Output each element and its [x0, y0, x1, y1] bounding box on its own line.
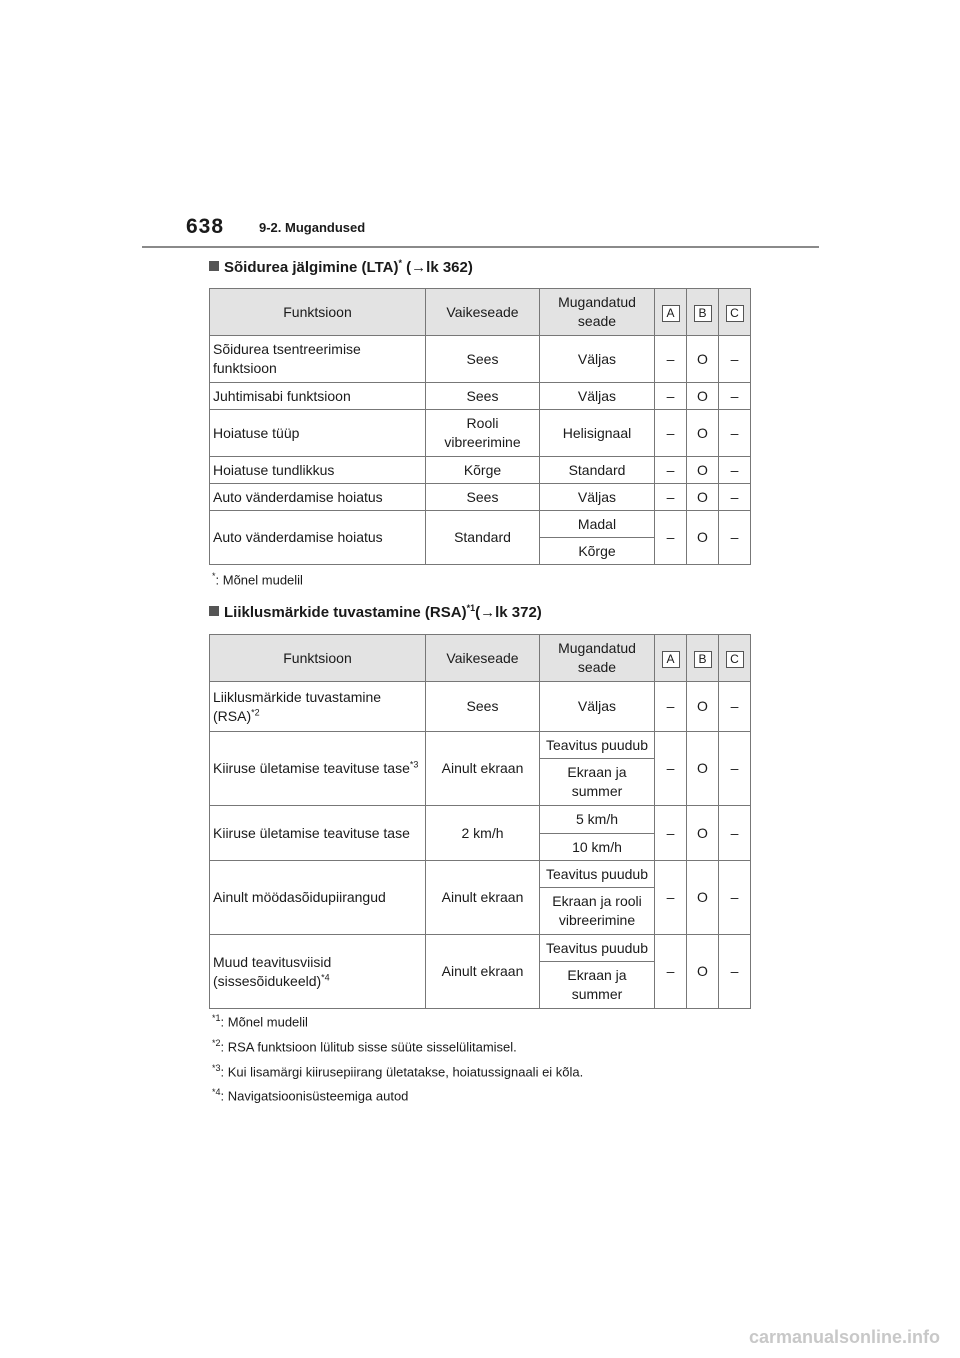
col-header-default: Vaikeseade: [426, 289, 540, 336]
default-cell: Sees: [426, 682, 540, 732]
section-title-lta: [209, 258, 473, 276]
col-header-function: Funktsioon: [210, 289, 426, 336]
c-cell: –: [719, 511, 751, 565]
option-cell: Teavitus puudub: [540, 732, 655, 759]
lta-settings-table: [209, 288, 751, 565]
letter-a-box: A: [662, 651, 680, 668]
option-cell: Väljas: [540, 484, 655, 511]
table-row: [210, 511, 751, 538]
section-title-footnote-mark: *: [398, 258, 402, 268]
section-title-footnote-mark: *1: [466, 603, 476, 613]
function-cell: Juhtimisabi funktsioon: [210, 383, 426, 410]
b-cell: O: [687, 682, 719, 732]
c-cell: –: [719, 410, 751, 457]
option-cell: Kõrge: [540, 538, 655, 565]
default-cell: Ainult ekraan: [426, 861, 540, 935]
col-header-custom: Mugandatud seade: [540, 635, 655, 682]
section-page-ref: (→lk 372): [475, 604, 542, 621]
function-cell: [210, 682, 426, 732]
footnote-mark: *4: [212, 1087, 221, 1097]
col-header-c: [719, 289, 751, 336]
rsa-settings-table: [209, 634, 751, 1009]
option-cell: Väljas: [540, 383, 655, 410]
table-row: [210, 935, 751, 962]
option-cell: Väljas: [540, 682, 655, 732]
footnote-text: : Mõnel mudelil: [220, 1014, 308, 1030]
footnote: [212, 1087, 408, 1103]
default-cell: Rooli vibreerimine: [426, 410, 540, 457]
footnote-text: : RSA funktsioon lülitub sisse süüte sisselülitamisel.: [220, 1039, 517, 1055]
section-title-text: Liiklusmärkide tuvastamine (RSA): [224, 604, 467, 621]
function-cell: Kiiruse ületamise teavituse tase: [210, 806, 426, 861]
function-cell: Ainult möödasõidupiirangud: [210, 861, 426, 935]
default-cell: Sees: [426, 336, 540, 383]
function-text: Liiklusmärkide tuvastamine (RSA): [213, 688, 382, 724]
function-cell: Hoiatuse tüüp: [210, 410, 426, 457]
footnote-mark: *2: [251, 706, 260, 717]
default-cell: Standard: [426, 511, 540, 565]
option-cell: Teavitus puudub: [540, 935, 655, 962]
c-cell: –: [719, 682, 751, 732]
letter-b-box: B: [694, 305, 712, 322]
b-cell: O: [687, 861, 719, 935]
a-cell: –: [655, 935, 687, 1009]
c-cell: –: [719, 861, 751, 935]
c-cell: –: [719, 484, 751, 511]
footnote-mark: *3: [409, 759, 419, 770]
default-cell: 2 km/h: [426, 806, 540, 861]
footnote-text: : Mõnel mudelil: [215, 572, 303, 588]
option-cell: Madal: [540, 511, 655, 538]
option-cell: 5 km/h: [540, 806, 655, 834]
a-cell: –: [655, 457, 687, 484]
table-row: [210, 457, 751, 484]
b-cell: O: [687, 806, 719, 861]
table-row: [210, 861, 751, 888]
default-cell: Ainult ekraan: [426, 732, 540, 806]
watermark: carmanualsonline.info: [748, 1327, 940, 1347]
footnote: [212, 1038, 517, 1054]
col-header-default: Vaikeseade: [426, 635, 540, 682]
b-cell: O: [687, 935, 719, 1009]
b-cell: O: [687, 336, 719, 383]
function-text: Kiiruse ületamise teavituse tase: [213, 760, 410, 776]
footnote-mark: *4: [321, 971, 330, 982]
col-header-b: [687, 289, 719, 336]
page-number: 638: [186, 215, 225, 238]
function-cell: [210, 935, 426, 1009]
page-header: [142, 212, 819, 248]
c-cell: –: [719, 935, 751, 1009]
footnote: [212, 571, 303, 587]
default-cell: Ainult ekraan: [426, 935, 540, 1009]
table-row: [210, 383, 751, 410]
footnote-mark: *: [212, 571, 216, 581]
b-cell: O: [687, 732, 719, 806]
col-header-b: [687, 635, 719, 682]
option-cell: 10 km/h: [540, 834, 655, 861]
letter-a-box: A: [662, 305, 680, 322]
a-cell: –: [655, 484, 687, 511]
table-row: [210, 336, 751, 383]
col-header-a: [655, 635, 687, 682]
a-cell: –: [655, 682, 687, 732]
section-title-rsa: [209, 603, 542, 621]
col-header-function: Funktsioon: [210, 635, 426, 682]
b-cell: O: [687, 457, 719, 484]
c-cell: –: [719, 806, 751, 861]
table-row: [210, 682, 751, 732]
col-header-custom: Mugandatud seade: [540, 289, 655, 336]
col-header-c: [719, 635, 751, 682]
option-cell: Teavitus puudub: [540, 861, 655, 888]
col-header-a: [655, 289, 687, 336]
chapter-title: 9-2. Mugandused: [259, 220, 366, 235]
default-cell: Kõrge: [426, 457, 540, 484]
function-cell: Hoiatuse tundlikkus: [210, 457, 426, 484]
a-cell: –: [655, 410, 687, 457]
footnote: [212, 1063, 583, 1079]
function-cell: Sõidurea tsentreerimise funktsioon: [210, 336, 426, 383]
footnote-mark: *2: [212, 1038, 221, 1048]
a-cell: –: [655, 806, 687, 861]
table-row: [210, 484, 751, 511]
b-cell: O: [687, 484, 719, 511]
table-header-row: [210, 635, 751, 682]
b-cell: O: [687, 410, 719, 457]
default-cell: Sees: [426, 484, 540, 511]
function-text: Muud teavitusviisid (sissesõidukeeld): [213, 953, 332, 989]
option-cell: Väljas: [540, 336, 655, 383]
a-cell: –: [655, 861, 687, 935]
footnote: [212, 1013, 308, 1029]
table-row: [210, 732, 751, 759]
option-cell: Ekraan ja summer: [540, 962, 655, 1009]
table-row: [210, 806, 751, 834]
b-cell: O: [687, 383, 719, 410]
square-bullet-icon: [209, 261, 219, 271]
a-cell: –: [655, 336, 687, 383]
square-bullet-icon: [209, 606, 219, 616]
option-cell: Helisignaal: [540, 410, 655, 457]
c-cell: –: [719, 383, 751, 410]
letter-c-box: C: [726, 651, 744, 668]
table-header-row: [210, 289, 751, 336]
section-page-ref: (→lk 362): [401, 259, 473, 276]
footnote-text: : Navigatsioonisüsteemiga autod: [220, 1088, 409, 1104]
a-cell: –: [655, 732, 687, 806]
footnote-mark: *3: [212, 1063, 221, 1073]
a-cell: –: [655, 383, 687, 410]
section-title-text: Sõidurea jälgimine (LTA): [224, 259, 399, 276]
function-cell: [210, 732, 426, 806]
b-cell: O: [687, 511, 719, 565]
letter-b-box: B: [694, 651, 712, 668]
function-cell: Auto vänderdamise hoiatus: [210, 511, 426, 565]
default-cell: Sees: [426, 383, 540, 410]
c-cell: –: [719, 457, 751, 484]
footnote-mark: *1: [212, 1013, 221, 1023]
function-cell: Auto vänderdamise hoiatus: [210, 484, 426, 511]
option-cell: Standard: [540, 457, 655, 484]
option-cell: Ekraan ja rooli vibreerimine: [540, 888, 655, 935]
c-cell: –: [719, 732, 751, 806]
footnote-text: : Kui lisamärgi kiirusepiirang ületatakse, hoiatussignaali ei kõla.: [220, 1064, 584, 1080]
c-cell: –: [719, 336, 751, 383]
letter-c-box: C: [726, 305, 744, 322]
option-cell: Ekraan ja summer: [540, 759, 655, 806]
table-row: [210, 410, 751, 457]
a-cell: –: [655, 511, 687, 565]
